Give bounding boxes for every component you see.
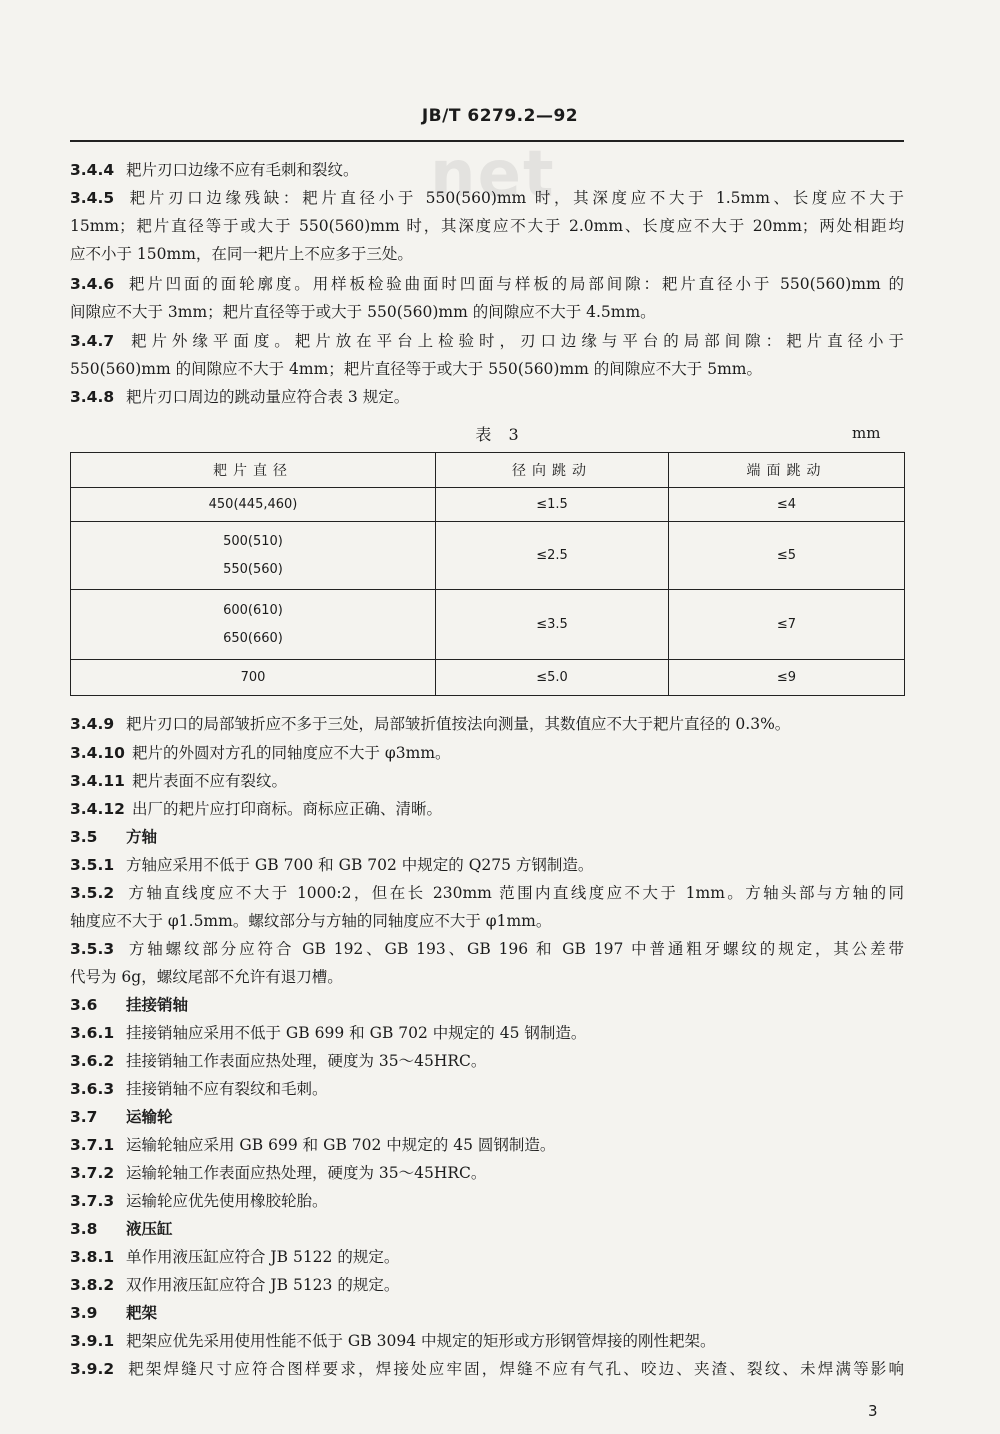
section-heading <box>70 1299 904 1327</box>
diameter-cell <box>71 660 436 696</box>
section-number: 3.5 <box>70 828 98 846</box>
clause-text: 耙片刃口边缘残缺：耙片直径小于 550(560)mm 时，其深度应不大于 1.5mm、长度应不大于 <box>126 189 904 207</box>
clause-number: 3.4.12 <box>70 800 125 818</box>
watermark: net <box>430 138 556 212</box>
clause-line <box>70 907 904 935</box>
section-title: 方轴 <box>126 827 158 846</box>
clause-number: 3.6.3 <box>70 1080 115 1098</box>
diameter-cell <box>71 488 436 522</box>
diameter-value: 450(445,460) <box>208 496 298 512</box>
clause-text: 运输轮轴应采用 GB 699 和 GB 702 中规定的 45 圆钢制造。 <box>126 1136 556 1154</box>
clause-text: 耙片外缘平面度。耙片放在平台上检验时，刃口边缘与平台的局部间隙：耙片直径小于 <box>126 332 904 350</box>
clause-text: 单作用液压缸应符合 JB 5122 的规定。 <box>126 1248 400 1266</box>
clause-line <box>70 327 904 355</box>
section-title: 液压缸 <box>126 1219 173 1238</box>
section-title: 运输轮 <box>126 1107 173 1126</box>
radial-cell: ≤2.5 <box>436 522 669 590</box>
clause-text: 耙片刃口的局部皱折应不多于三处，局部皱折值按法向测量，其数值应不大于耙片直径的 0.3%。 <box>126 715 791 733</box>
clause-text: 耙片表面不应有裂纹。 <box>132 772 288 790</box>
face-cell: ≤9 <box>669 660 905 696</box>
document-code-header: JB/T 6279.2—92 <box>421 106 579 126</box>
table-row <box>71 590 905 660</box>
section-number: 3.7 <box>70 1108 98 1126</box>
diameter-cell <box>71 522 436 590</box>
radial-cell: ≤3.5 <box>436 590 669 660</box>
table-row <box>71 660 905 696</box>
clause-text: 间隙应不大于 3mm；耙片直径等于或大于 550(560)mm 的间隙应不大于 4.5mm。 <box>70 303 656 321</box>
clause-text: 550(560)mm 的间隙应不大于 4mm；耙片直径等于或大于 550(560)mm 的间隙应不大于 5mm。 <box>70 360 762 378</box>
diameter-value: 550(560) <box>223 561 283 577</box>
clause-line <box>70 1159 904 1187</box>
section-heading <box>70 1103 904 1131</box>
clause-number: 3.4.5 <box>70 189 115 207</box>
column-header-radial: 径向跳动 <box>436 453 669 488</box>
clause-number: 3.4.8 <box>70 388 115 406</box>
radial-cell: ≤5.0 <box>436 660 669 696</box>
section-number: 3.8 <box>70 1220 98 1238</box>
clause-number: 3.4.7 <box>70 332 115 350</box>
section-heading <box>70 823 904 851</box>
clause-number: 3.4.9 <box>70 715 115 733</box>
column-header-diameter: 耙片直径 <box>71 453 436 488</box>
clause-number: 3.6.1 <box>70 1024 115 1042</box>
clause-text: 应不小于 150mm，在同一耙片上不应多于三处。 <box>70 245 413 263</box>
diameter-value: 650(660) <box>223 630 283 646</box>
clause-text: 15mm；耙片直径等于或大于 550(560)mm 时，其深度应不大于 2.0mm、长度应不大于 20mm；两处相距均 <box>70 217 904 235</box>
clause-text: 耙片刃口边缘不应有毛刺和裂纹。 <box>126 161 359 179</box>
clause-text: 耙片的外圆对方孔的同轴度应不大于 φ3mm。 <box>132 744 451 762</box>
clause-number: 3.9.1 <box>70 1332 115 1350</box>
clause-text: 运输轮应优先使用橡胶轮胎。 <box>126 1192 328 1210</box>
clause-line <box>70 767 904 795</box>
section-heading <box>70 1215 904 1243</box>
table-row <box>71 488 905 522</box>
clause-line <box>70 240 904 268</box>
clause-line <box>70 851 904 879</box>
table-caption: 表 3 <box>475 425 525 444</box>
clause-line <box>70 156 904 184</box>
clause-line <box>70 710 904 738</box>
clause-text: 耙片凹面的面轮廓度。用样板检验曲面时凹面与样板的局部间隙：耙片直径小于 550(560)mm 的 <box>126 275 904 293</box>
clause-line <box>70 355 904 383</box>
diameter-value: 500(510) <box>223 533 283 549</box>
face-cell: ≤5 <box>669 522 905 590</box>
clause-number: 3.9.2 <box>70 1360 115 1378</box>
clause-text: 耙片刃口周边的跳动量应符合表 3 规定。 <box>126 388 410 406</box>
clause-text: 挂接销轴应采用不低于 GB 699 和 GB 702 中规定的 45 钢制造。 <box>126 1024 587 1042</box>
clause-line <box>70 383 904 411</box>
clause-number: 3.5.3 <box>70 940 115 958</box>
section-number: 3.9 <box>70 1304 98 1322</box>
clause-text: 轴度应不大于 φ1.5mm。螺纹部分与方轴的同轴度应不大于 φ1mm。 <box>70 912 552 930</box>
clause-line <box>70 1271 904 1299</box>
clause-line <box>70 1019 904 1047</box>
clause-line <box>70 1243 904 1271</box>
clause-number: 3.4.6 <box>70 275 115 293</box>
clause-line <box>70 795 904 823</box>
clause-number: 3.7.3 <box>70 1192 115 1210</box>
clause-number: 3.5.2 <box>70 884 115 902</box>
section-number: 3.6 <box>70 996 98 1014</box>
clause-number: 3.5.1 <box>70 856 115 874</box>
clause-line <box>70 184 904 212</box>
clause-line <box>70 270 904 298</box>
table-header-row <box>71 453 905 488</box>
clause-text: 挂接销轴不应有裂纹和毛刺。 <box>126 1080 328 1098</box>
diameter-value: 600(610) <box>223 602 283 618</box>
clause-line <box>70 1075 904 1103</box>
clause-line <box>70 963 904 991</box>
clause-line <box>70 739 904 767</box>
clause-text: 方轴直线度应不大于 1000:2，但在长 230mm 范围内直线度应不大于 1mm。方轴头部与方轴的同 <box>126 884 904 902</box>
face-cell: ≤4 <box>669 488 905 522</box>
clause-line <box>70 1187 904 1215</box>
clause-number: 3.4.11 <box>70 772 125 790</box>
clause-number: 3.7.2 <box>70 1164 115 1182</box>
clause-text: 出厂的耙片应打印商标。商标应正确、清晰。 <box>132 800 443 818</box>
diameter-cell <box>71 590 436 660</box>
clause-text: 方轴应采用不低于 GB 700 和 GB 702 中规定的 Q275 方钢制造。 <box>126 856 594 874</box>
clause-text: 挂接销轴工作表面应热处理，硬度为 35～45HRC。 <box>126 1052 487 1070</box>
clause-line <box>70 1355 904 1383</box>
diameter-value: 700 <box>240 669 266 685</box>
clause-number: 3.7.1 <box>70 1136 115 1154</box>
section-heading <box>70 991 904 1019</box>
clause-number: 3.4.10 <box>70 744 125 762</box>
runout-table <box>70 452 905 696</box>
clause-line <box>70 1327 904 1355</box>
clause-text: 代号为 6g，螺纹尾部不允许有退刀槽。 <box>70 968 343 986</box>
clause-text: 双作用液压缸应符合 JB 5123 的规定。 <box>126 1276 400 1294</box>
clause-line <box>70 879 904 907</box>
table-unit: mm <box>852 424 881 442</box>
clause-line <box>70 212 904 240</box>
clause-line <box>70 1131 904 1159</box>
clause-text: 耙架应优先采用使用性能不低于 GB 3094 中规定的矩形或方形钢管焊接的刚性耙架。 <box>126 1332 716 1350</box>
clause-number: 3.4.4 <box>70 161 115 179</box>
clause-text: 方轴螺纹部分应符合 GB 192、GB 193、GB 196 和 GB 197 中普通粗牙螺纹的规定，其公差带 <box>126 940 904 958</box>
column-header-face: 端面跳动 <box>669 453 905 488</box>
clause-line <box>70 298 904 326</box>
clause-line <box>70 1047 904 1075</box>
section-title: 耙架 <box>126 1303 158 1322</box>
clause-number: 3.6.2 <box>70 1052 115 1070</box>
radial-cell: ≤1.5 <box>436 488 669 522</box>
face-cell: ≤7 <box>669 590 905 660</box>
page-number: 3 <box>868 1402 878 1420</box>
clause-line <box>70 935 904 963</box>
table-row <box>71 522 905 590</box>
section-title: 挂接销轴 <box>126 995 189 1014</box>
clause-text: 运输轮轴工作表面应热处理，硬度为 35～45HRC。 <box>126 1164 487 1182</box>
clause-text: 耙架焊缝尺寸应符合图样要求，焊接处应牢固，焊缝不应有气孔、咬边、夹渣、裂纹、未焊满等影响 <box>126 1360 904 1378</box>
clause-number: 3.8.1 <box>70 1248 115 1266</box>
clause-number: 3.8.2 <box>70 1276 115 1294</box>
